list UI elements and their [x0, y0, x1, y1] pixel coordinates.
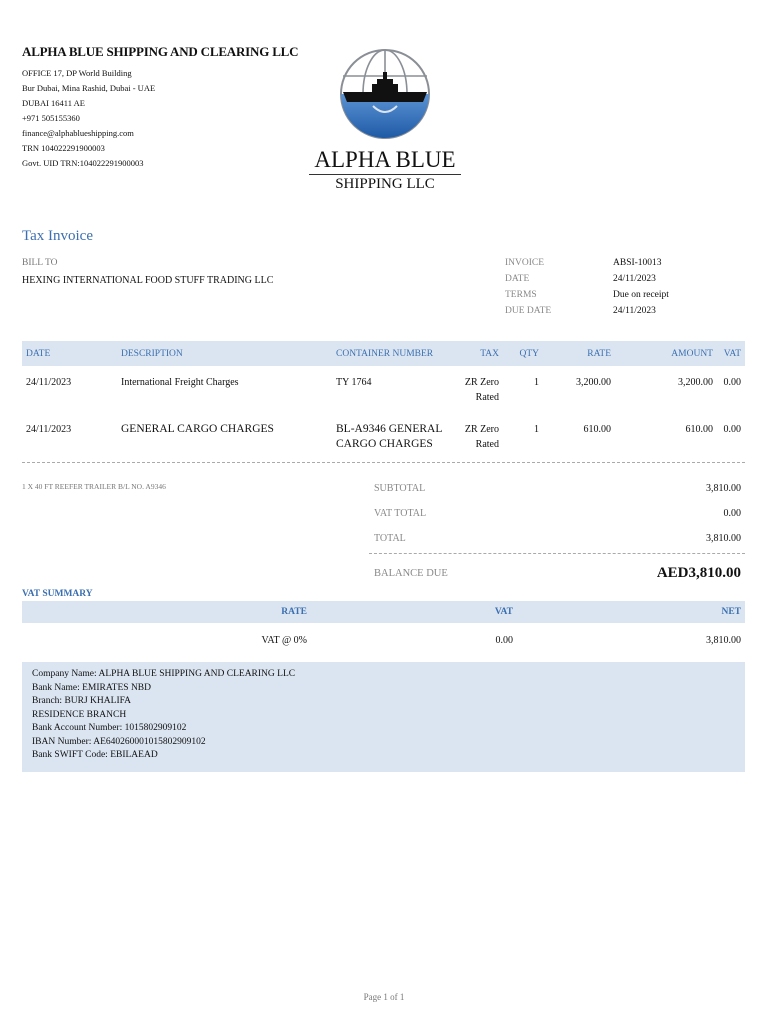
item-amount: 3,200.00	[678, 377, 713, 388]
item-description: GENERAL CARGO CHARGES	[121, 423, 274, 435]
bank-branch-detail: RESIDENCE BRANCH	[32, 709, 127, 720]
company-logo	[300, 48, 470, 193]
item-tax	[453, 413, 503, 460]
column-header-date: DATE	[22, 341, 117, 366]
item-tax-line-2: Rated	[475, 439, 499, 450]
column-header-container: CONTAINER NUMBER	[332, 341, 453, 366]
item-container: TY 1764	[336, 377, 372, 388]
item-qty: 1	[534, 377, 539, 388]
invoice-due-date: 24/11/2023	[613, 306, 656, 316]
logo-subtitle: SHIPPING LLC	[335, 176, 435, 192]
line-items-header	[22, 341, 745, 366]
company-phone: +971 505155360	[22, 113, 80, 123]
bank-swift: Bank SWIFT Code: EBILAEAD	[32, 750, 158, 760]
meta-label: DUE DATE	[505, 306, 552, 316]
column-header-description: DESCRIPTION	[117, 341, 332, 366]
meta-row-due-date	[505, 306, 745, 322]
table-row	[22, 623, 745, 657]
meta-row-terms	[505, 290, 745, 306]
item-description: International Freight Charges	[121, 377, 239, 388]
vat-amount: 0.00	[495, 634, 513, 646]
page-number: Page 1 of 1	[363, 992, 405, 1002]
company-info	[22, 44, 312, 171]
balance-due-label: BALANCE DUE	[374, 567, 448, 579]
item-tax-line-2: Rated	[475, 392, 499, 403]
invoice-date: 24/11/2023	[613, 274, 656, 284]
company-trn: TRN 104022291900003	[22, 143, 105, 153]
company-email: finance@alphablueshipping.com	[22, 128, 134, 138]
company-address-line-3: DUBAI 16411 AE	[22, 98, 85, 108]
meta-row-invoice	[505, 258, 745, 274]
bill-to-label: BILL TO	[22, 258, 58, 268]
company-name: ALPHA BLUE SHIPPING AND CLEARING LLC	[22, 44, 299, 59]
bank-details	[22, 662, 745, 772]
total-row	[369, 526, 745, 551]
vat-net: 3,810.00	[706, 634, 741, 646]
meta-row-date	[505, 274, 745, 290]
subtotal-value: 3,810.00	[706, 483, 741, 494]
item-tax-line-1: ZR Zero	[464, 377, 499, 388]
column-header-vat: VAT	[717, 341, 745, 366]
item-date: 24/11/2023	[26, 377, 72, 388]
vat-total-row	[369, 501, 745, 526]
document-title: Tax Invoice	[22, 228, 94, 244]
line-items-table	[22, 341, 745, 460]
item-vat: 0.00	[723, 377, 741, 388]
globe-ship-logo-icon	[339, 48, 431, 144]
invoice-number: ABSI-10013	[613, 258, 662, 268]
vat-summary-header	[22, 601, 745, 623]
logo-divider	[309, 174, 461, 175]
items-divider	[22, 462, 745, 463]
vat-column-header-vat: VAT	[311, 601, 517, 623]
vat-summary-table	[22, 601, 745, 657]
logo-wordmark: ALPHA BLUE	[314, 147, 456, 172]
item-rate: 3,200.00	[576, 377, 611, 388]
vat-column-header-net: NET	[517, 601, 745, 623]
vat-total-label: VAT TOTAL	[374, 508, 427, 519]
vat-total-value: 0.00	[723, 508, 741, 519]
vat-rate: VAT @ 0%	[261, 634, 307, 646]
vat-column-header-rate: RATE	[22, 601, 311, 623]
item-tax	[453, 366, 503, 413]
subtotal-row	[369, 476, 745, 501]
bill-to-name: HEXING INTERNATIONAL FOOD STUFF TRADING LLC	[22, 275, 274, 286]
column-header-amount: AMOUNT	[615, 341, 717, 366]
invoice-terms: Due on receipt	[613, 290, 669, 300]
table-row	[22, 413, 745, 460]
item-qty: 1	[534, 424, 539, 435]
meta-label: DATE	[505, 274, 530, 284]
balance-due-value: AED3,810.00	[656, 564, 741, 581]
item-rate: 610.00	[583, 424, 611, 435]
bank-company-name: Company Name: ALPHA BLUE SHIPPING AND CLEARING LLC	[32, 669, 296, 679]
invoice-meta	[505, 258, 745, 322]
item-vat: 0.00	[723, 424, 741, 435]
total-value: 3,810.00	[706, 533, 741, 544]
meta-label: TERMS	[505, 290, 537, 300]
table-row	[22, 366, 745, 413]
company-address-line-1: OFFICE 17, DP World Building	[22, 68, 132, 78]
item-amount: 610.00	[685, 424, 713, 435]
item-date: 24/11/2023	[26, 424, 72, 435]
bank-branch: Branch: BURJ KHALIFA	[32, 696, 132, 706]
company-address-line-2: Bur Dubai, Mina Rashid, Dubai - UAE	[22, 83, 156, 93]
column-header-tax: TAX	[453, 341, 503, 366]
column-header-qty: QTY	[503, 341, 543, 366]
bank-account-number: Bank Account Number: 1015802909102	[32, 723, 187, 733]
invoice-note: 1 X 40 FT REEFER TRAILER B/L NO. A9346	[22, 482, 166, 491]
totals-block	[369, 476, 745, 592]
balance-due-row	[369, 554, 745, 592]
bank-name: Bank Name: EMIRATES NBD	[32, 682, 152, 693]
meta-label: INVOICE	[505, 258, 545, 268]
column-header-rate: RATE	[543, 341, 615, 366]
subtotal-label: SUBTOTAL	[374, 483, 426, 494]
company-govt-uid: Govt. UID TRN:104022291900003	[22, 158, 144, 168]
vat-summary-title: VAT SUMMARY	[22, 589, 93, 599]
item-container: BL-A9346 GENERAL CARGO CHARGES	[336, 423, 442, 450]
item-tax-line-1: ZR Zero	[464, 424, 499, 435]
bank-iban: IBAN Number: AE640260001015802909102	[32, 736, 206, 747]
total-label: TOTAL	[374, 533, 406, 544]
